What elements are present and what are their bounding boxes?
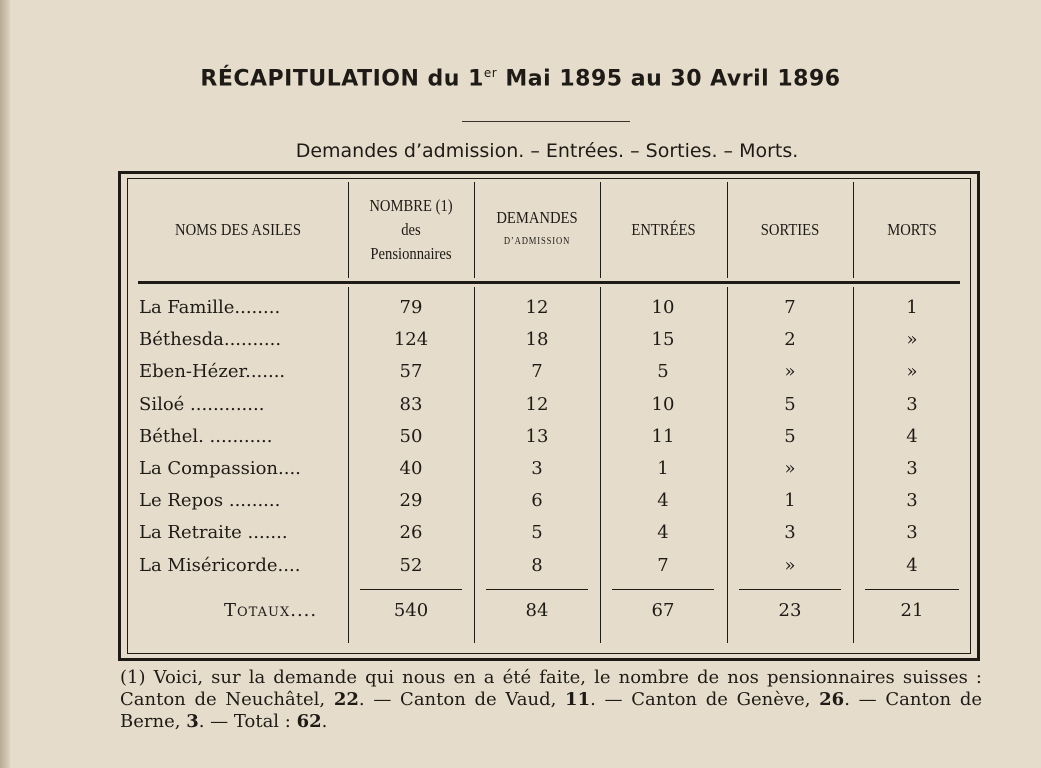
cell-demandes: 18	[525, 329, 549, 351]
cell-sorties: 3	[784, 522, 796, 544]
cell-morts: 3	[906, 522, 918, 544]
cell-morts: »	[906, 361, 918, 383]
cell-sorties: »	[784, 554, 796, 576]
totals-rule	[486, 589, 588, 590]
asile-name: La Compassion....	[139, 457, 301, 479]
asile-name: La Famille........	[139, 297, 281, 318]
asile-name: La Miséricorde....	[139, 554, 301, 576]
table-row	[0, 517, 1041, 549]
cell-nombre: 40	[399, 457, 423, 479]
cell-demandes: 5	[531, 522, 543, 544]
cell-demandes: 7	[531, 361, 543, 383]
total-entrees: 67	[651, 600, 675, 621]
table-row	[0, 421, 1041, 453]
title-rule	[462, 121, 630, 122]
cell-sorties: 2	[784, 329, 796, 351]
header-sorties: SORTIES	[760, 220, 820, 239]
column-divider	[348, 182, 349, 278]
cell-demandes: 13	[525, 425, 549, 447]
table-row	[0, 550, 1041, 582]
cell-nombre: 26	[399, 522, 423, 544]
column-divider	[600, 182, 601, 278]
cell-morts: 3	[906, 490, 918, 512]
cell-nombre: 79	[399, 297, 423, 318]
table-row	[0, 485, 1041, 517]
asile-name: Béthesda..........	[139, 329, 282, 351]
header-morts: MORTS	[887, 220, 937, 239]
cell-demandes: 8	[531, 554, 543, 576]
totals-rule	[739, 589, 841, 590]
header-nombre-pensionnaires: NOMBRE (1) des Pensionnaires	[369, 196, 453, 263]
cell-nombre: 29	[399, 490, 423, 512]
asile-name: Béthel. ...........	[139, 425, 273, 447]
cell-entrees: 15	[651, 329, 675, 351]
cell-nombre: 83	[399, 393, 423, 415]
cell-entrees: 4	[657, 522, 669, 544]
cell-entrees: 1	[657, 457, 669, 479]
cell-nombre: 124	[393, 329, 429, 351]
cell-entrees: 5	[657, 361, 669, 383]
cell-morts: 4	[906, 425, 918, 447]
table-row	[0, 292, 1041, 324]
header-entrees: ENTRÉES	[631, 220, 696, 239]
table-row	[0, 453, 1041, 485]
cell-entrees: 10	[651, 297, 675, 318]
cell-nombre: 52	[399, 554, 423, 576]
totals-row	[0, 598, 1041, 628]
cell-entrees: 11	[651, 425, 675, 447]
column-divider	[474, 182, 475, 278]
total-morts: 21	[900, 600, 924, 621]
table-row	[0, 356, 1041, 388]
header-noms-des-asiles: NOMS DES ASILES	[175, 220, 301, 239]
header-demandes-admission: DEMANDES D’ADMISSION	[496, 208, 578, 247]
totals-rule	[612, 589, 714, 590]
cell-entrees: 4	[657, 490, 669, 512]
cell-sorties: »	[784, 361, 796, 383]
footnote: (1) Voici, sur la demande qui nous en a été faite, le nombre de nos pensionnaires suisses : Canton de Neuchâtel, 22. — Canton de Vaud, 11. — Canton de Genève, 26. — Canton de Berne, 3. — Total : 62.	[120, 667, 982, 732]
total-demandes: 84	[525, 600, 549, 621]
cell-entrees: 10	[651, 393, 675, 415]
total-nombre: 540	[393, 600, 429, 621]
asile-name: Siloé .............	[139, 393, 265, 415]
page-subtitle: Demandes d’admission. – Entrées. – Sorties. – Morts.	[295, 140, 799, 162]
cell-sorties: 7	[784, 297, 796, 318]
cell-demandes: 12	[525, 393, 549, 415]
cell-morts: »	[906, 329, 918, 351]
table-row	[0, 389, 1041, 421]
total-sorties: 23	[778, 600, 802, 621]
asile-name: Le Repos .........	[139, 490, 281, 512]
cell-sorties: »	[784, 457, 796, 479]
cell-morts: 4	[906, 554, 918, 576]
table-body	[0, 292, 1041, 582]
cell-demandes: 3	[531, 457, 543, 479]
header-rule	[138, 281, 960, 284]
totals-rule	[865, 589, 959, 590]
cell-morts: 3	[906, 457, 918, 479]
column-divider	[853, 182, 854, 278]
asile-name: La Retraite .......	[139, 522, 288, 544]
cell-sorties: 5	[784, 425, 796, 447]
cell-morts: 1	[906, 297, 918, 318]
table-row	[0, 324, 1041, 356]
asile-name: Eben-Hézer.......	[139, 361, 286, 383]
totals-rule	[360, 589, 462, 590]
cell-entrees: 7	[657, 554, 669, 576]
cell-morts: 3	[906, 393, 918, 415]
cell-demandes: 12	[525, 297, 549, 318]
totals-label: Totaux....	[224, 600, 318, 621]
cell-sorties: 1	[784, 490, 796, 512]
cell-demandes: 6	[531, 490, 543, 512]
column-divider	[727, 182, 728, 278]
cell-nombre: 57	[399, 361, 423, 383]
page-title: RÉCAPITULATION du 1er Mai 1895 au 30 Avril 1896	[200, 66, 841, 92]
cell-sorties: 5	[784, 393, 796, 415]
cell-nombre: 50	[399, 425, 423, 447]
